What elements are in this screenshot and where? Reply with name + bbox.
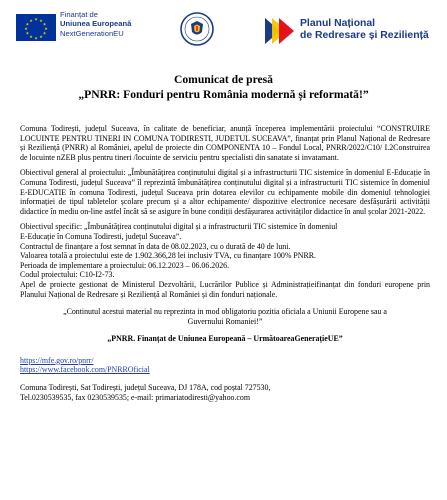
svg-text:★: ★	[34, 35, 38, 41]
svg-text:★: ★	[39, 34, 43, 39]
pnrr-mark-icon	[262, 14, 296, 48]
contact-line: Comuna Todirești, Sat Todirești, județul Suceava, DJ 178A, cod poștal 727530,	[20, 383, 271, 393]
svg-text:★: ★	[34, 16, 38, 22]
disclaimer: „Continutul acestui material nu reprezinta in mod obligatoriu pozitia oficiala a Uniunii Europene sau a Guvernului Romaniei!”	[63, 307, 387, 326]
general-objective-paragraph: Obiectivul general al proiectului: „Îmbunătățirea conținutului digital și a infrastructurii TIC sistemice în domeniul E-Educație în Comuna Todiresti, județul Suceava” îl reprezintă îmbunătățirea conținutului digital și a infrastructurii TIC sistemice în domeniul E-EDUCATIE în comuna Todiresti, județul Suceava prin dotarea elevilor cu echipamente mobile din domeniul tehnologiei informației de tipul tabletelor școlare precum și a altor echipamente/ dispozitive electronice necesare desfășurării activității didactice în mediu on-line astfel încât să se asigure în bune condiții desfășurarea activităților didactice în anul școlar 2021-2022.	[20, 168, 430, 216]
specific-objective-block	[20, 222, 430, 280]
period-line: Perioada de implementare a proiectului: 06.12.2023 – 06.06.2026.	[20, 260, 230, 270]
pnrr-logo-text	[300, 18, 429, 43]
document-body	[20, 124, 430, 402]
romanian-government-seal-icon	[180, 12, 214, 46]
mfe-link[interactable]: https://mfe.gov.ro/pnrr/	[20, 355, 94, 365]
svg-text:★: ★	[24, 26, 28, 31]
specific-line: Obiectivul specific: „Îmbunătățirea conținutului digital și a infrastructurii TIC sistemice în domeniul	[20, 222, 338, 232]
pnrr-logo-line2: de Redresare și Reziliență	[300, 30, 429, 42]
pnrr-logo-line1: Planul Național	[300, 18, 376, 29]
specific-line: E-Educație în Comuna Todiresti, județul Suceava”.	[20, 231, 182, 241]
eu-logo-text	[60, 10, 131, 38]
svg-text:★: ★	[44, 26, 48, 31]
svg-text:★: ★	[39, 17, 43, 23]
eu-funding-logo	[16, 10, 141, 50]
svg-text:★: ★	[25, 21, 30, 27]
value-line: Valoarea totală a proiectului este de 1.902.366,28 lei inclusiv TVA, cu finanțare 100% PNRR.	[20, 251, 316, 261]
svg-text:★: ★	[42, 21, 47, 27]
document-subtitle: „PNRR: Fonduri pentru România modernă și reformată!”	[78, 88, 369, 101]
svg-text:★: ★	[42, 30, 47, 36]
svg-text:★: ★	[25, 30, 30, 36]
contract-line: Contractul de finanțare a fost semnat în data de 08.02.2023, cu o durată de 40 de luni.	[20, 241, 291, 251]
eu-logo-line3: NextGenerationEU	[60, 28, 124, 38]
eu-flag-icon	[16, 14, 56, 41]
document-title: Comunicat de presă	[174, 73, 273, 86]
code-line: Codul proiectului: C10-I2-73.	[20, 270, 115, 280]
facebook-link[interactable]: https://www.facebook.com/PNRROficial	[20, 365, 150, 375]
slogan: „PNRR. Finanțat de Uniunea Europeană – UrmătoareaGenerațieUE”	[107, 334, 343, 344]
call-paragraph: Apel de proiecte gestionat de Ministerul Dezvoltării, Lucrărilor Publice și Administrațieifinanțat din fonduri europene prin Planului Național de Redresare și Reziliență al României și din fonduri naționale.	[20, 279, 430, 299]
eu-logo-line1: Finanțat de	[60, 10, 98, 19]
contact-line: Tel.0230539535, fax 0230539535; e-mail: primariatodiresti@yahoo.com	[20, 392, 251, 402]
svg-text:★: ★	[29, 34, 33, 39]
intro-paragraph: Comuna Todirești, județul Suceava, în calitate de beneficiar, anunță începerea implementării proiectului “CONSTRUIRE LOCUINTE PENTRU TINERI IN COMUNA TODIRESTI, JUDETUL SUCEAVA”, finanțat prin Planul Național de Redresare și Reziliență (PNRR) al României, apelul de proiecte din COMPONENTA 10 – Fondul Local, PNRR/2022/C10/ I.2Construirea de locuinte nZEB plus pentru tineri /locuinte de serviciu pentru specialisti din sanatate si invatamant.	[20, 124, 430, 162]
header-logos	[0, 6, 447, 54]
pnrr-logo	[262, 14, 447, 54]
eu-logo-line2: Uniunea Europeană	[60, 19, 132, 29]
svg-text:★: ★	[29, 17, 33, 23]
